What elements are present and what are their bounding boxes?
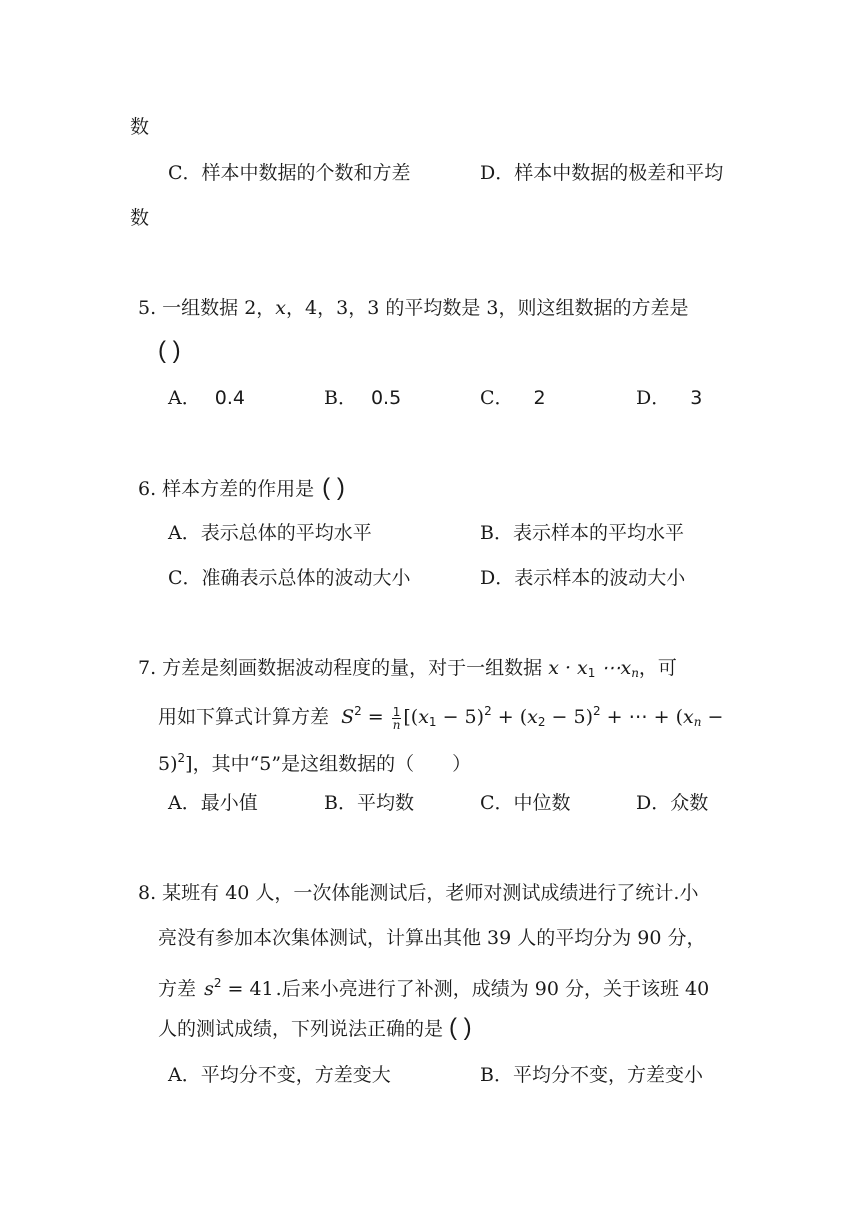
question-5-option-b: B． 0.5: [324, 387, 402, 409]
question-6-stem: 6. 样本方差的作用是 ( ): [138, 474, 345, 501]
variance-formula: $S^2$ = $\frac{1}{n}$ [$(x_1 - 5)^2 + (x_2 - 5)^2$ + ⋯ + ($x_n$ −: [341, 704, 724, 732]
option-d-fragment: D．样本中数据的极差和平均: [480, 162, 724, 184]
option-c-fragment: C．样本中数据的个数和方差: [168, 162, 411, 184]
question-8-line-4: 人的测试成绩，下列说法正确的是 ( ): [158, 1014, 472, 1041]
question-5-stem: 5. 一组数据 2，x，4，3，3 的平均数是 3，则这组数据的方差是: [138, 297, 689, 319]
question-7-option-c: C．中位数: [480, 792, 571, 814]
question-7-line-3: 5)$^2$]，其中“5”是这组数据的（ ）: [158, 751, 472, 775]
question-8-answer-paren: ( ): [449, 1014, 472, 1041]
question-7-option-a: A．最小值: [168, 792, 258, 814]
question-6-option-d: D．表示样本的波动大小: [480, 567, 686, 589]
question-5-answer-paren: ( ): [158, 337, 181, 364]
variance-value: $s^2 = 41$: [204, 976, 274, 1000]
question-7-line-2: 用如下算式计算方差 $S^2$ = $\frac{1}{n}$ [$(x_1 - 5)^2 + (x_2 - 5)^2$ + ⋯ + ($x_n$ −: [158, 704, 724, 732]
question-6-option-b: B．表示样本的平均水平: [480, 522, 684, 544]
question-6-option-c: C．准确表示总体的波动大小: [168, 567, 411, 589]
fragment-line-3: 数: [130, 207, 150, 229]
question-5-option-c: C． 2: [480, 387, 546, 409]
fragment-line-1: 数: [130, 116, 150, 138]
question-8-line-3: 方差 $s^2 = 41$ .后来小亮进行了补测，成绩为 90 分，关于该班 40: [158, 976, 710, 1000]
question-8-line-2: 亮没有参加本次集体测试，计算出其他 39 人的平均分为 90 分，: [158, 927, 706, 949]
question-7-option-b: B．平均数: [324, 792, 414, 814]
variable-x: x: [275, 297, 287, 319]
question-5-option-d: D． 3: [636, 387, 703, 409]
question-8-line-1: 8. 某班有 40 人，一次体能测试后，老师对测试成绩进行了统计.小: [138, 882, 699, 904]
data-set-expression: $x \cdot x_1$ $\cdots x_n$: [548, 657, 639, 680]
question-7-option-d: D．众数: [636, 792, 709, 814]
question-5-option-a: A． 0.4: [168, 387, 245, 409]
question-6-option-a: A．表示总体的平均水平: [168, 522, 372, 544]
question-8-option-a: A．平均分不变，方差变大: [168, 1064, 391, 1086]
question-7-line-1: 7. 方差是刻画数据波动程度的量，对于一组数据 $x \cdot x_1$ $\cdots x_n$，可: [138, 657, 677, 680]
variance-formula-tail: 5)$^2$]: [158, 751, 193, 775]
question-6-answer-paren: ( ): [322, 474, 345, 501]
question-8-option-b: B．平均分不变，方差变小: [480, 1064, 703, 1086]
